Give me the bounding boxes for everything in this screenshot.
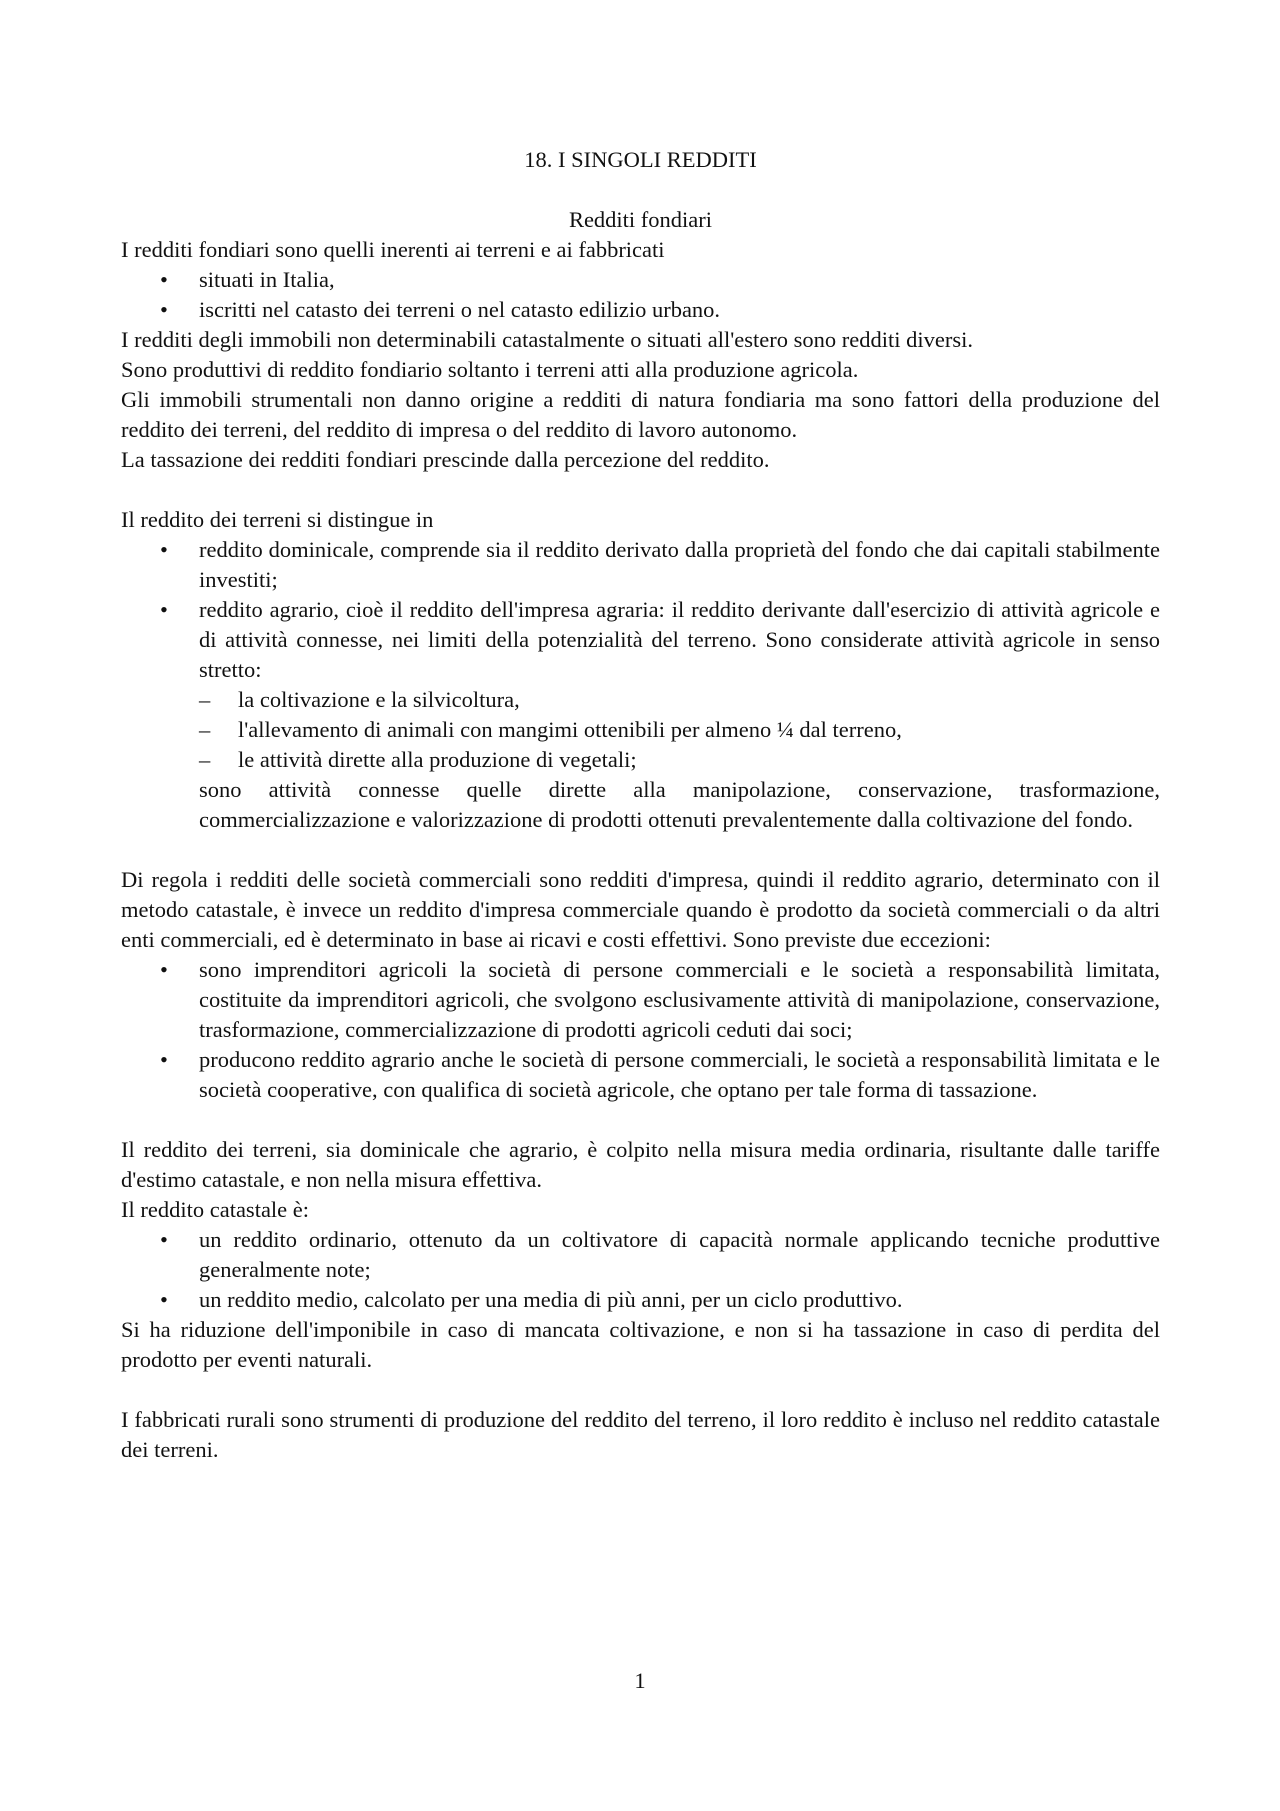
paragraph: Il reddito catastale è: bbox=[121, 1197, 310, 1222]
list-item: • sono imprenditori agricoli la società di persone commerciali e le società a responsabilità limitata, costituite da imprenditori agricoli, che svolgono esclusivamente attività di manipolazione, conservazione, trasformazione, commercializzazione di prodotti agricoli ceduti dai soci; bbox=[160, 957, 1160, 1042]
dash-list bbox=[199, 685, 1160, 775]
bullet-list bbox=[121, 1225, 1160, 1315]
paragraph: Sono produttivi di reddito fondiario soltanto i terreni atti alla produzione agricola. bbox=[121, 357, 859, 382]
list-item: • un reddito ordinario, ottenuto da un coltivatore di capacità normale applicando tecniche produttive generalmente note; bbox=[160, 1227, 1160, 1282]
spacer bbox=[121, 1105, 1160, 1135]
paragraph: Si ha riduzione dell'imponibile in caso di mancata coltivazione, e non si ha tassazione in caso di perdita del prodotto per eventi naturali. bbox=[121, 1317, 1160, 1372]
bullet-icon: • bbox=[160, 267, 168, 292]
sub-list-item: – la coltivazione e la silvicoltura, bbox=[238, 685, 1160, 715]
paragraph: Il reddito dei terreni si distingue in bbox=[121, 507, 434, 532]
bullet-icon: • bbox=[160, 957, 168, 982]
paragraph: Il reddito dei terreni, sia dominicale che agrario, è colpito nella misura media ordinaria, risultante dalle tariffe d'estimo catastale, e non nella misura effettiva. bbox=[121, 1137, 1160, 1192]
list-item: • situati in Italia, bbox=[199, 265, 1160, 295]
bullet-list bbox=[121, 265, 1160, 325]
section-subtitle: Redditi fondiari bbox=[568, 207, 713, 232]
paragraph: Gli immobili strumentali non danno origine a redditi di natura fondiaria ma sono fattori della produzione del reddito dei terreni, del reddito di impresa o del reddito di lavoro autonomo. bbox=[121, 387, 1160, 442]
sub-list-item: – l'allevamento di animali con mangimi ottenibili per almeno ¼ dal terreno, bbox=[238, 715, 1160, 745]
dash-icon: – bbox=[199, 687, 211, 712]
spacer bbox=[121, 475, 1160, 505]
bullet-icon: • bbox=[160, 1047, 168, 1072]
bullet-icon: • bbox=[160, 597, 168, 622]
sub-list-item: – le attività dirette alla produzione di vegetali; bbox=[238, 745, 1160, 775]
paragraph: I redditi fondiari sono quelli inerenti ai terreni e ai fabbricati bbox=[121, 237, 665, 262]
bullet-icon: • bbox=[160, 1287, 168, 1312]
bullet-list bbox=[121, 955, 1160, 1105]
paragraph: I fabbricati rurali sono strumenti di produzione del reddito del terreno, il loro reddito è incluso nel reddito catastale dei terreni. bbox=[121, 1407, 1160, 1462]
bullet-list bbox=[121, 535, 1160, 835]
dash-icon: – bbox=[199, 747, 211, 772]
paragraph: I redditi degli immobili non determinabili catastalmente o situati all'estero sono redditi diversi. bbox=[121, 327, 973, 352]
spacer bbox=[121, 835, 1160, 865]
dash-icon: – bbox=[199, 717, 211, 742]
bullet-icon: • bbox=[160, 297, 168, 322]
paragraph: La tassazione dei redditi fondiari prescinde dalla percezione del reddito. bbox=[121, 447, 770, 472]
list-item: • iscritti nel catasto dei terreni o nel catasto edilizio urbano. bbox=[199, 295, 1160, 325]
chapter-title: 18. I SINGOLI REDDITI bbox=[524, 147, 757, 172]
document-page bbox=[121, 145, 1160, 1465]
list-item: • un reddito medio, calcolato per una media di più anni, per un ciclo produttivo. bbox=[199, 1285, 1160, 1315]
bullet-icon: • bbox=[160, 537, 168, 562]
list-item: • reddito dominicale, comprende sia il reddito derivato dalla proprietà del fondo che dai capitali stabilmente investiti; bbox=[160, 537, 1160, 592]
list-item: • producono reddito agrario anche le società di persone commerciali, le società a responsabilità limitata e le società cooperative, con qualifica di società agricole, che optano per tale forma di tassazione. bbox=[160, 1047, 1160, 1102]
page-number: 1 bbox=[634, 1668, 646, 1693]
spacer bbox=[121, 1375, 1160, 1405]
list-item-continuation: sono attività connesse quelle dirette alla manipolazione, conservazione, trasformazione, commercializzazione e valorizzazione di prodotti ottenuti prevalentemente dalla coltivazione del fondo. bbox=[199, 777, 1160, 832]
list-item: • reddito agrario, cioè il reddito dell'impresa agraria: il reddito derivante dall'esercizio di attività agricole e di attività connesse, nei limiti della potenzialità del terreno. Sono considerate attività agricole in senso stretto: – la coltivazione e la silvicoltura, – l'allevamento di animali con mangimi ottenibili per almeno ¼ dal terreno, – le attività dirette alla produzione di vegetali; sono attività connesse quelle dirette alla manipolazione, conservazione, trasformazione, commercializzazione e valorizzazione di prodotti ottenuti prevalentemente dalla coltivazione del fondo. bbox=[199, 595, 1160, 835]
paragraph: Di regola i redditi delle società commerciali sono redditi d'impresa, quindi il reddito agrario, determinato con il metodo catastale, è invece un reddito d'impresa commerciale quando è prodotto da società commerciali o da altri enti commerciali, ed è determinato in base ai ricavi e costi effettivi. Sono previste due eccezioni: bbox=[121, 867, 1160, 952]
bullet-icon: • bbox=[160, 1227, 168, 1252]
